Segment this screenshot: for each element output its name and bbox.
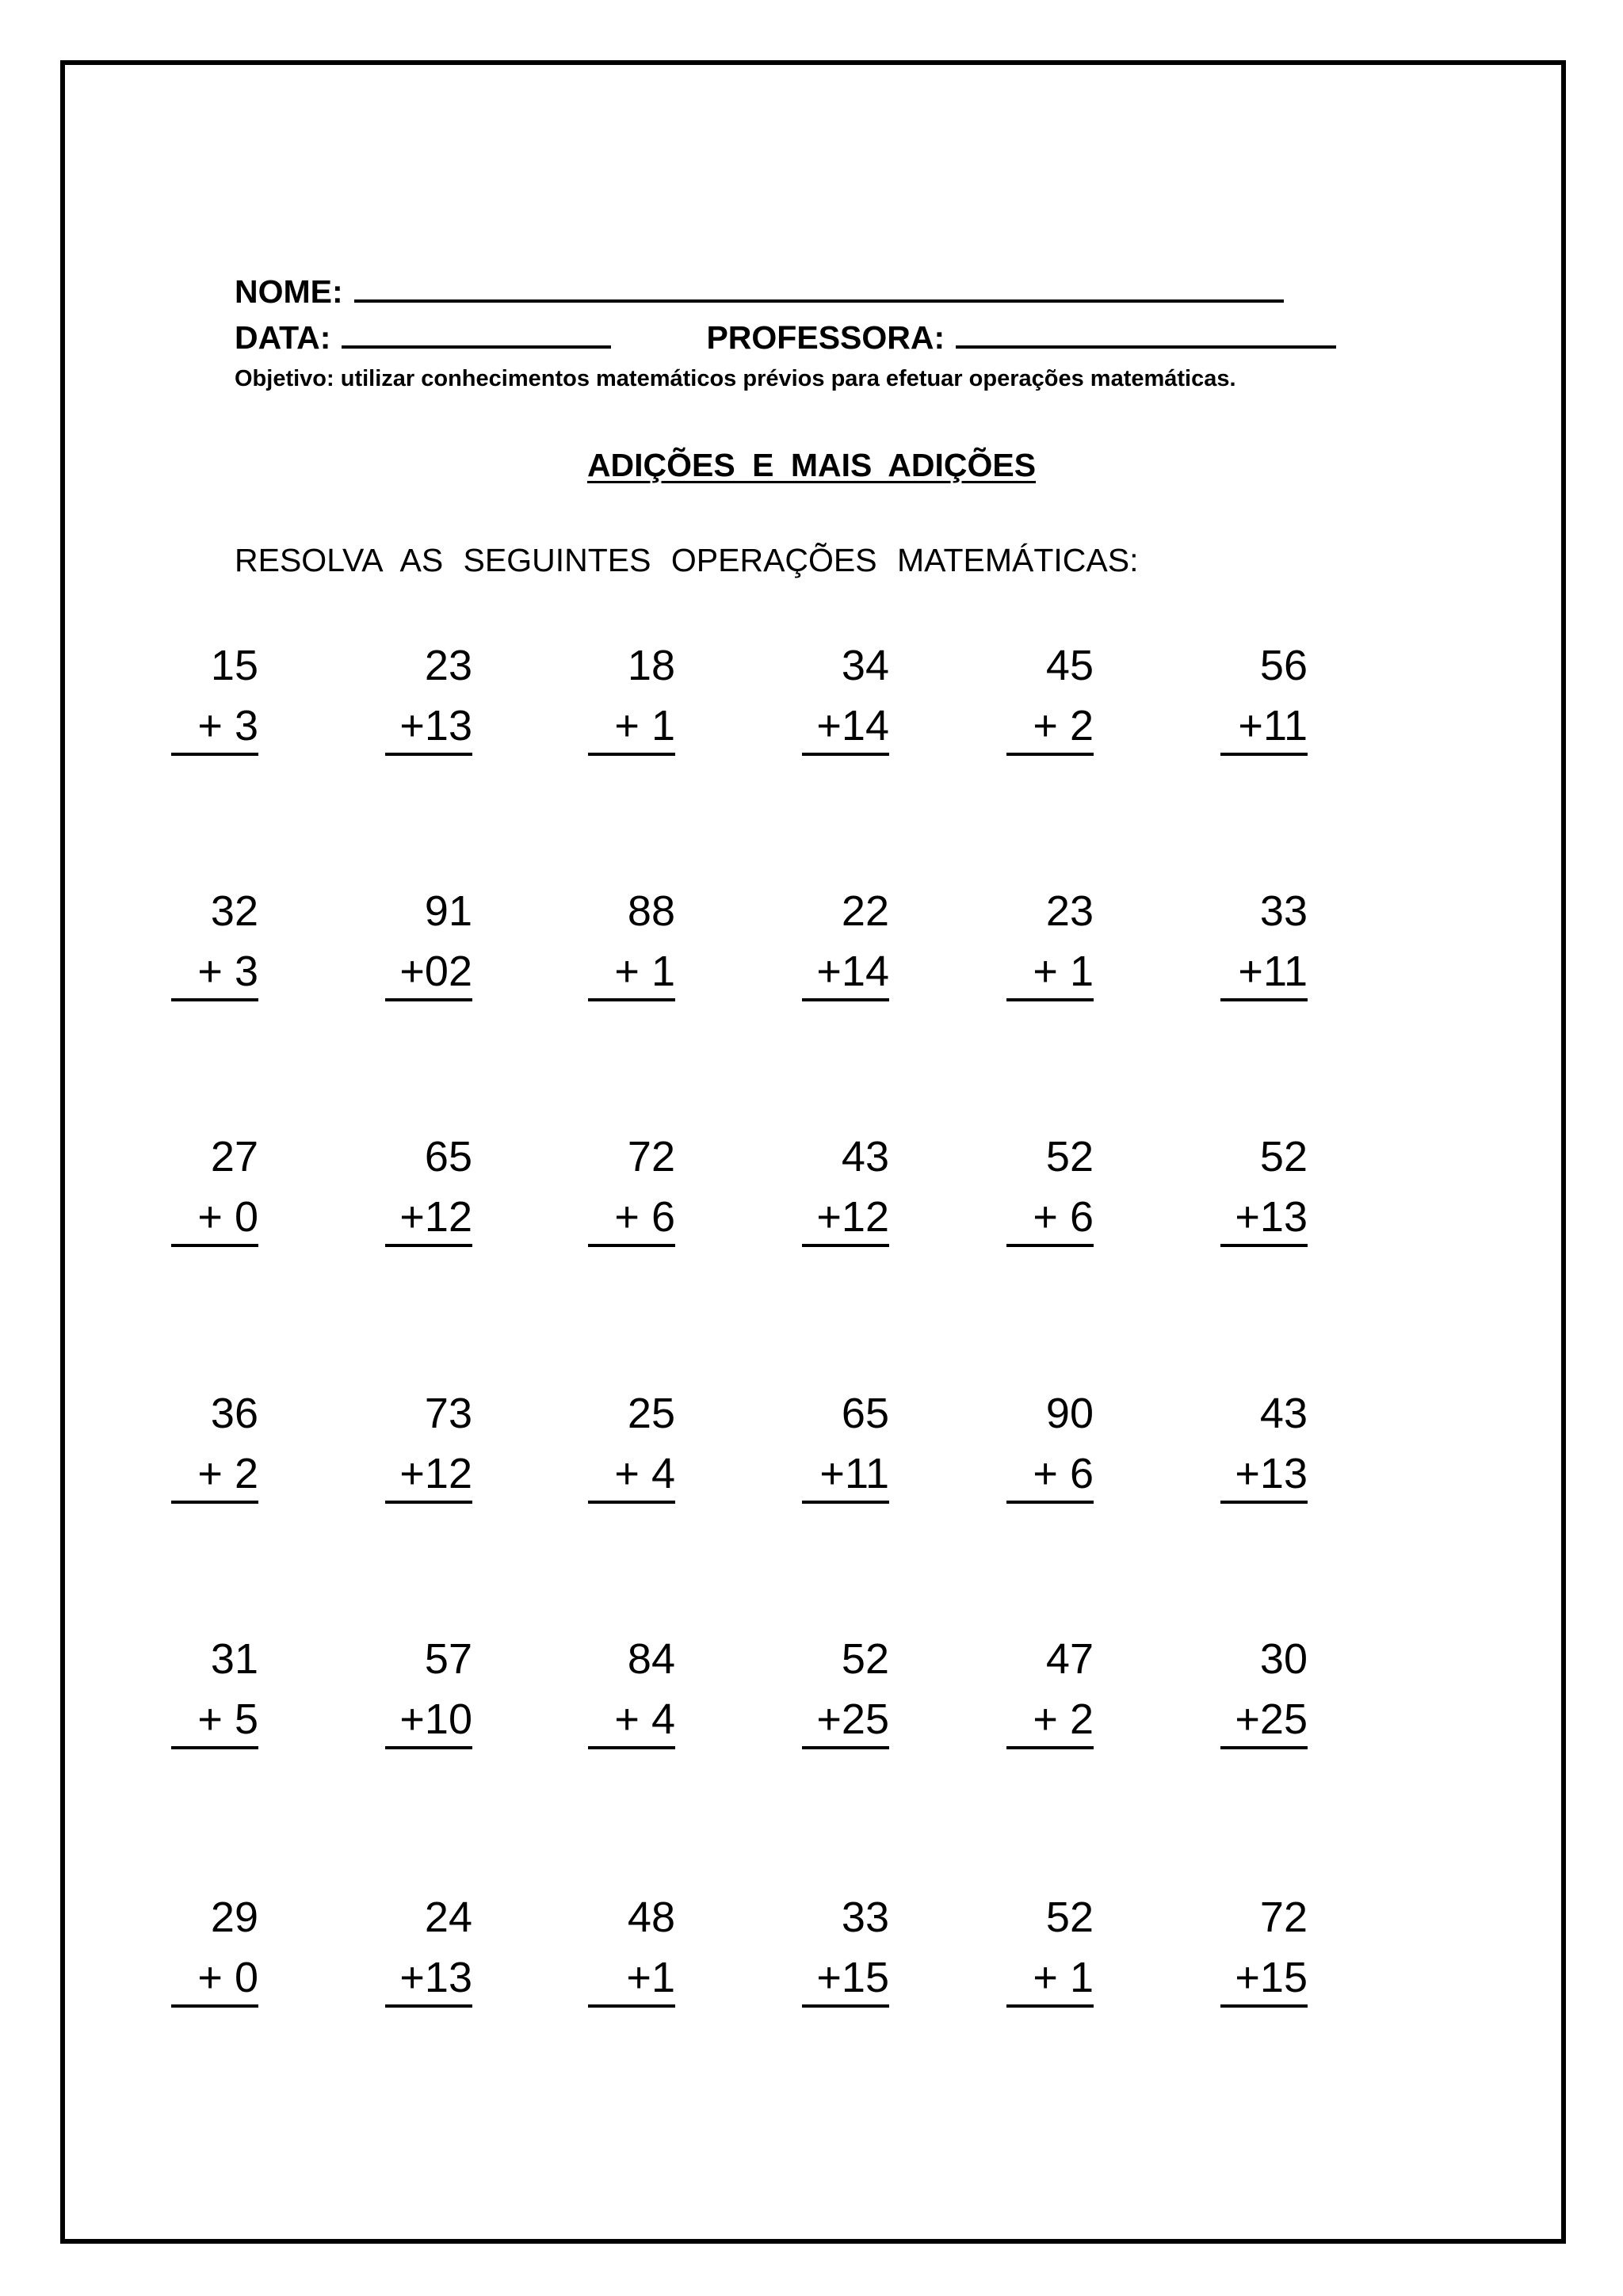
addition-problem (1006, 1634, 1094, 1753)
addition-problem (385, 886, 472, 1005)
sum-underline (802, 998, 889, 1001)
sum-underline (588, 1244, 675, 1247)
addend-bottom: + 6 (1033, 1193, 1094, 1241)
addend-bottom: +02 (399, 948, 472, 995)
name-blank-line[interactable] (354, 271, 1284, 303)
addition-problem (588, 1634, 675, 1753)
addition-problem (171, 886, 258, 1005)
addend-top: 43 (841, 1133, 889, 1180)
addend-top: 27 (210, 1133, 258, 1180)
addition-problem (802, 1388, 889, 1507)
addend-top: 88 (627, 887, 675, 935)
addend-top: 52 (841, 1635, 889, 1683)
sum-underline (1006, 1244, 1094, 1247)
addend-bottom: + 2 (1033, 1695, 1094, 1743)
addend-top: 23 (424, 642, 472, 689)
sum-underline (171, 1746, 258, 1749)
addend-bottom: + 2 (197, 1450, 258, 1497)
sum-underline (588, 998, 675, 1001)
addend-top: 24 (424, 1894, 472, 1941)
worksheet-title (0, 445, 1623, 485)
addition-problem (1220, 1892, 1308, 2011)
sum-underline (802, 2004, 889, 2008)
addition-problem (1006, 1131, 1094, 1250)
addition-problem (802, 1131, 889, 1250)
sum-underline (1006, 753, 1094, 756)
addition-problem (171, 1131, 258, 1250)
addition-problem (588, 640, 675, 759)
addend-bottom: + 1 (1033, 948, 1094, 995)
addend-bottom: +13 (1235, 1193, 1308, 1241)
sum-underline (1220, 753, 1308, 756)
addend-top: 84 (627, 1635, 675, 1683)
addend-bottom: +12 (399, 1450, 472, 1497)
addition-problem (1006, 640, 1094, 759)
sum-underline (1220, 2004, 1308, 2008)
name-label: NOME: (235, 273, 343, 310)
addend-bottom: +11 (1238, 948, 1308, 995)
addend-bottom: + 0 (197, 1193, 258, 1241)
addition-problem (385, 1131, 472, 1250)
addition-problem (588, 1892, 675, 2011)
addend-top: 23 (1045, 887, 1094, 935)
addend-bottom: +12 (399, 1193, 472, 1241)
addend-top: 91 (424, 887, 472, 935)
instruction-text: RESOLVA AS SEGUINTES OPERAÇÕES MATEMÁTICAS: (235, 542, 1139, 578)
teacher-label: PROFESSORA: (706, 319, 945, 356)
addition-problem (802, 1892, 889, 2011)
addend-bottom: +11 (819, 1450, 889, 1497)
addition-problem (802, 886, 889, 1005)
sum-underline (1006, 2004, 1094, 2008)
addition-problem (171, 1388, 258, 1507)
sum-underline (1006, 1746, 1094, 1749)
addition-problem (1220, 1131, 1308, 1250)
sum-underline (802, 1501, 889, 1504)
addend-top: 65 (424, 1133, 472, 1180)
addend-top: 18 (627, 642, 675, 689)
sum-underline (171, 753, 258, 756)
sum-underline (385, 1746, 472, 1749)
worksheet-title-text: ADIÇÕES E MAIS ADIÇÕES (586, 447, 1037, 483)
addend-bottom: + 2 (1033, 702, 1094, 749)
addend-top: 56 (1259, 642, 1308, 689)
sum-underline (171, 998, 258, 1001)
addend-top: 52 (1259, 1133, 1308, 1180)
addend-top: 45 (1045, 642, 1094, 689)
sum-underline (1220, 1746, 1308, 1749)
addend-top: 73 (424, 1390, 472, 1437)
addend-top: 65 (841, 1390, 889, 1437)
addend-top: 57 (424, 1635, 472, 1683)
addend-bottom: + 6 (614, 1193, 675, 1241)
addend-bottom: + 5 (197, 1695, 258, 1743)
addend-bottom: +12 (816, 1193, 889, 1241)
addition-problem (1006, 1388, 1094, 1507)
addend-top: 43 (1259, 1390, 1308, 1437)
addition-problem (171, 1634, 258, 1753)
addend-top: 47 (1045, 1635, 1094, 1683)
addend-top: 31 (210, 1635, 258, 1683)
addition-problem (171, 1892, 258, 2011)
addend-top: 90 (1045, 1390, 1094, 1437)
addend-bottom: +15 (1235, 1954, 1308, 2001)
addend-top: 72 (627, 1133, 675, 1180)
addend-top: 22 (841, 887, 889, 935)
addend-top: 32 (210, 887, 258, 935)
addend-top: 52 (1045, 1894, 1094, 1941)
sum-underline (588, 1501, 675, 1504)
addition-problem (1220, 886, 1308, 1005)
addition-problem (588, 886, 675, 1005)
addend-top: 34 (841, 642, 889, 689)
sum-underline (385, 753, 472, 756)
sum-underline (802, 1244, 889, 1247)
addend-bottom: + 1 (614, 702, 675, 749)
addend-top: 33 (1259, 887, 1308, 935)
name-row (235, 271, 1284, 311)
objective-text: Objetivo: utilizar conhecimentos matemáticos prévios para efetuar operações matemáticas. (235, 366, 1236, 391)
addend-bottom: + 1 (1033, 1954, 1094, 2001)
addition-problem (171, 640, 258, 759)
addition-problem (1220, 1634, 1308, 1753)
sum-underline (385, 1501, 472, 1504)
addend-bottom: + 6 (1033, 1450, 1094, 1497)
addend-bottom: +1 (626, 1954, 675, 2001)
sum-underline (385, 998, 472, 1001)
addend-bottom: + 4 (614, 1695, 675, 1743)
sum-underline (802, 1746, 889, 1749)
sum-underline (588, 2004, 675, 2008)
addend-top: 48 (627, 1894, 675, 1941)
addend-top: 29 (210, 1894, 258, 1941)
sum-underline (802, 753, 889, 756)
addend-bottom: + 3 (197, 702, 258, 749)
addend-bottom: +10 (399, 1695, 472, 1743)
addition-problem (588, 1388, 675, 1507)
addend-bottom: +11 (1238, 702, 1308, 749)
addend-bottom: +25 (816, 1695, 889, 1743)
sum-underline (1220, 1244, 1308, 1247)
addition-problem (385, 1634, 472, 1753)
teacher-blank-line[interactable] (956, 317, 1336, 349)
addition-problem (1220, 640, 1308, 759)
addend-top: 52 (1045, 1133, 1094, 1180)
sum-underline (171, 1501, 258, 1504)
addend-bottom: +15 (816, 1954, 889, 2001)
addend-bottom: +13 (1235, 1450, 1308, 1497)
addend-bottom: +25 (1235, 1695, 1308, 1743)
addend-bottom: + 3 (197, 948, 258, 995)
addition-problem (1220, 1388, 1308, 1507)
sum-underline (385, 2004, 472, 2008)
addition-problem (588, 1131, 675, 1250)
sum-underline (1006, 998, 1094, 1001)
sum-underline (588, 1746, 675, 1749)
addend-bottom: +14 (816, 702, 889, 749)
addend-bottom: +13 (399, 702, 472, 749)
addend-bottom: + 4 (614, 1450, 675, 1497)
addition-problem (385, 1892, 472, 2011)
addition-problem (802, 640, 889, 759)
sum-underline (588, 753, 675, 756)
addend-top: 33 (841, 1894, 889, 1941)
sum-underline (1220, 1501, 1308, 1504)
addition-problem (1006, 1892, 1094, 2011)
addend-bottom: +14 (816, 948, 889, 995)
addend-bottom: + 0 (197, 1954, 258, 2001)
sum-underline (171, 2004, 258, 2008)
addition-problem (385, 640, 472, 759)
addition-problem (802, 1634, 889, 1753)
date-blank-line[interactable] (342, 317, 611, 349)
sum-underline (1220, 998, 1308, 1001)
addend-top: 30 (1259, 1635, 1308, 1683)
addition-problem (385, 1388, 472, 1507)
sum-underline (385, 1244, 472, 1247)
addend-top: 15 (210, 642, 258, 689)
sum-underline (171, 1244, 258, 1247)
addend-top: 25 (627, 1390, 675, 1437)
date-label: DATA: (235, 319, 331, 356)
addend-bottom: + 1 (614, 948, 675, 995)
sum-underline (1006, 1501, 1094, 1504)
date-teacher-row (235, 317, 1336, 357)
addend-bottom: +13 (399, 1954, 472, 2001)
addition-problem (1006, 886, 1094, 1005)
addend-top: 36 (210, 1390, 258, 1437)
addend-top: 72 (1259, 1894, 1308, 1941)
